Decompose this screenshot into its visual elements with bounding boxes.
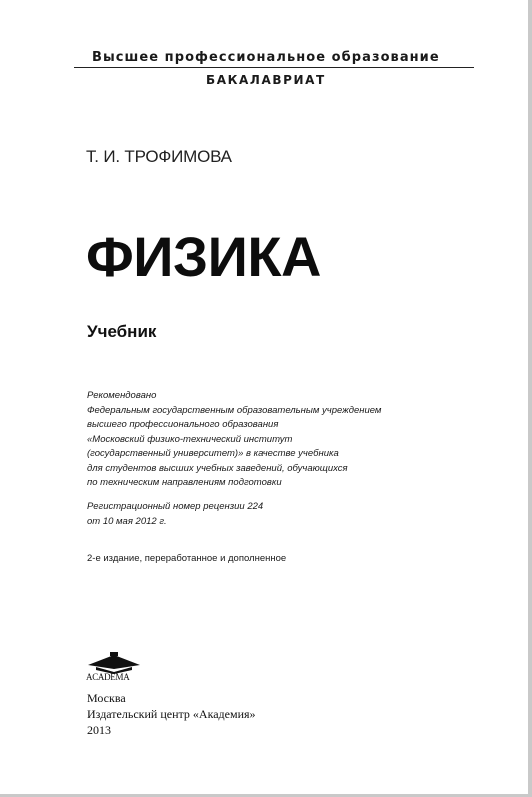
recommendation-line: (государственный университет)» в качестве учебника xyxy=(87,448,339,459)
publisher-logo-text: ACADEMA xyxy=(86,672,130,682)
book-subtitle: Учебник xyxy=(87,322,157,341)
publisher-block xyxy=(87,690,256,738)
recommendation-block xyxy=(87,389,447,491)
publication-year: 2013 xyxy=(87,723,111,737)
graduation-cap-logo-icon xyxy=(86,652,142,674)
author-name: Т. И. ТРОФИМОВА xyxy=(86,147,232,166)
registration-block xyxy=(87,500,263,529)
publisher-name: Издательский центр «Академия» xyxy=(87,707,256,721)
recommendation-line: по техническим направлениям подготовки xyxy=(87,477,282,488)
series-level: БАКАЛАВРИАТ xyxy=(206,73,326,87)
book-title: ФИЗИКА xyxy=(86,225,321,288)
recommendation-line: Федеральным государственным образовательным учреждением xyxy=(87,404,382,416)
recommendation-line: «Московский физико-технический институт xyxy=(87,433,293,445)
series-divider xyxy=(74,67,474,68)
publisher-city: Москва xyxy=(87,691,126,705)
recommendation-line: для студентов высших учебных заведений, обучающихся xyxy=(87,462,348,474)
recommendation-line: высшего профессионального образования xyxy=(87,419,279,430)
series-name: Высшее профессиональное образование xyxy=(92,50,440,65)
page-edge-shadow-right xyxy=(528,0,532,797)
edition-note: 2-е издание, переработанное и дополненное xyxy=(87,553,287,564)
publisher-logo xyxy=(86,652,142,684)
registration-line: Регистрационный номер рецензии 224 xyxy=(87,501,264,512)
recommendation-line: Рекомендовано xyxy=(87,390,157,401)
registration-line: от 10 мая 2012 г. xyxy=(87,515,167,527)
